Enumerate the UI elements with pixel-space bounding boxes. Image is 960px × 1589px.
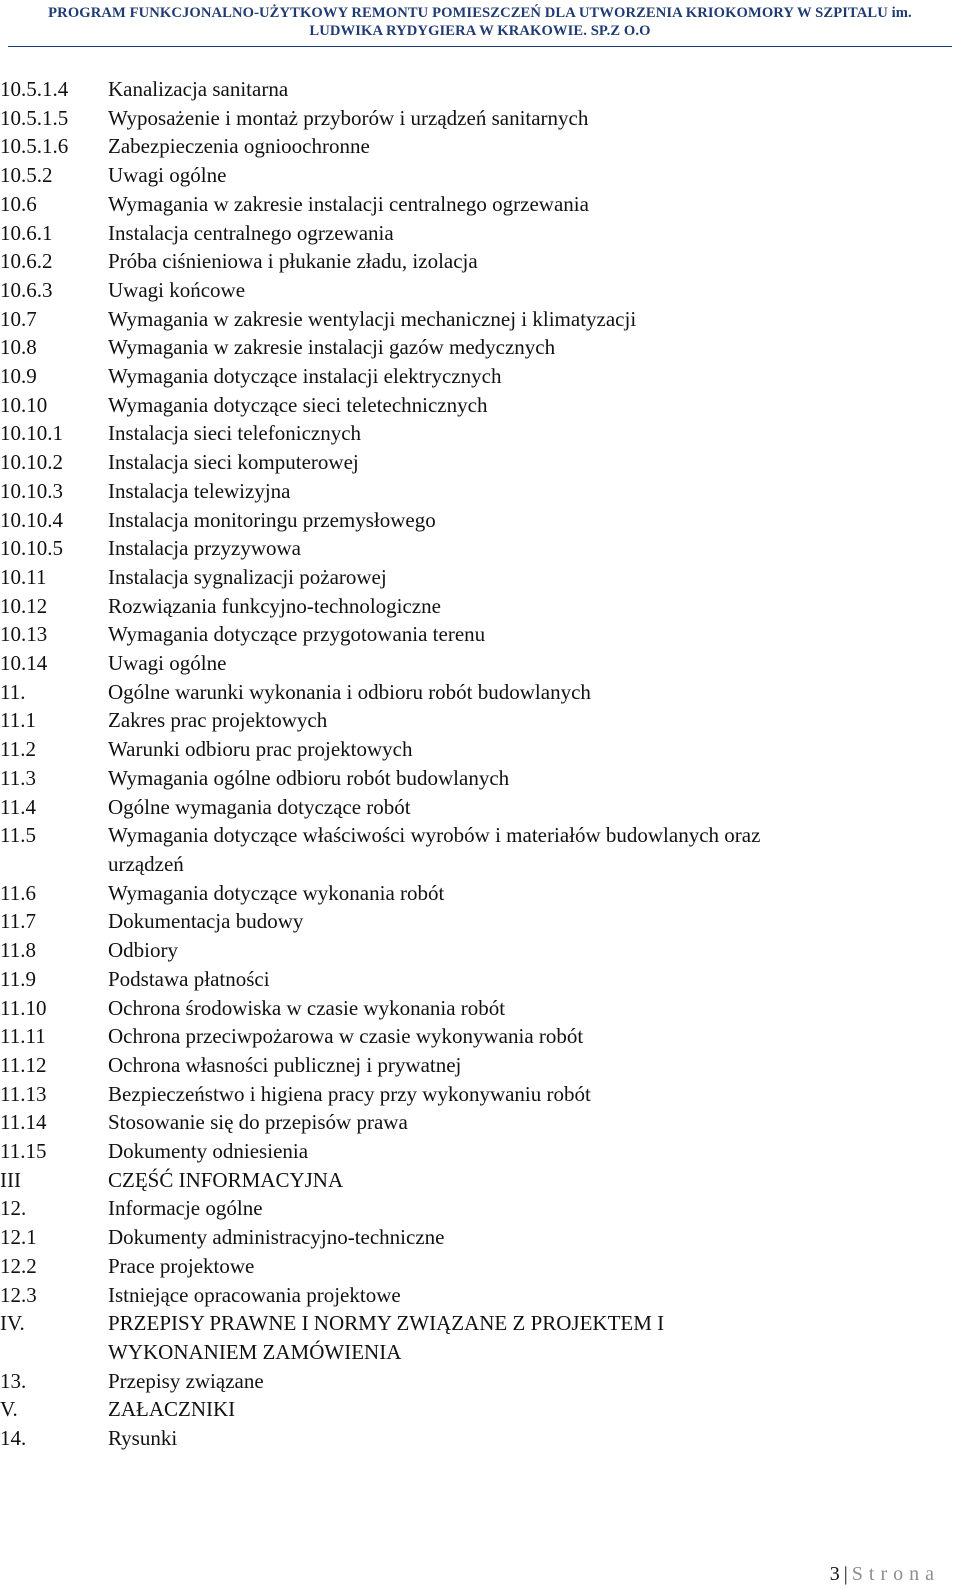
toc-entry-number: 10.10.5	[0, 536, 63, 561]
toc-entry-title: Ogólne wymagania dotyczące robót	[108, 794, 411, 819]
toc-entry-title: Przepisy związane	[108, 1368, 264, 1393]
toc-entry	[0, 1137, 960, 1166]
toc-entry-title: CZĘŚĆ INFORMACYJNA	[108, 1167, 344, 1192]
toc-entry-title: Instalacja przyzywowa	[108, 536, 301, 561]
toc-entry	[0, 448, 960, 477]
toc-entry	[0, 276, 960, 305]
toc-entry-number: 11.15	[0, 1139, 47, 1164]
toc-entry-number: 10.5.2	[0, 163, 53, 188]
toc-entry-title: Ochrona przeciwpożarowa w czasie wykonywania robót	[108, 1024, 584, 1049]
toc-entry-title: Uwagi końcowe	[108, 277, 246, 302]
toc-entry-number: 10.9	[0, 364, 37, 389]
toc-entry	[0, 161, 960, 190]
toc-entry-title: Zabezpieczenia ognioochronne	[108, 134, 370, 159]
toc-entry-title: PRZEPISY PRAWNE I NORMY ZWIĄZANE Z PROJEKTEM I WYKONANIEM ZAMÓWIENIA	[108, 1311, 665, 1364]
toc-entry-number: 11.10	[0, 995, 47, 1020]
toc-entry-number: 10.10.2	[0, 450, 63, 475]
toc-entry-number: 11.14	[0, 1110, 47, 1135]
toc-entry	[0, 649, 960, 678]
toc-entry-title: Rysunki	[108, 1426, 178, 1451]
toc-entry-number: 10.11	[0, 564, 47, 589]
toc-entry	[0, 1080, 960, 1109]
toc-entry	[0, 1194, 960, 1223]
toc-entry-number: 11.4	[0, 794, 36, 819]
toc-entry	[0, 563, 960, 592]
toc-entry-number: 11.	[0, 679, 26, 704]
toc-entry	[0, 104, 960, 133]
toc-entry	[0, 75, 960, 104]
toc-entry-title: Odbiory	[108, 938, 178, 963]
toc-entry-title: Uwagi ogólne	[108, 163, 227, 188]
toc-entry	[0, 534, 960, 563]
toc-entry-title: Podstawa płatności	[108, 966, 270, 991]
toc-entry-title: Warunki odbioru prac projektowych	[108, 737, 413, 762]
toc-entry-title: Wymagania w zakresie wentylacji mechanicznej i klimatyzacji	[108, 306, 637, 331]
toc-entry	[0, 219, 960, 248]
toc-entry	[0, 1223, 960, 1252]
toc-entry	[0, 419, 960, 448]
toc-entry-title: Instalacja sieci komputerowej	[108, 450, 359, 475]
toc-entry-number: 10.10.1	[0, 421, 63, 446]
toc-entry-title: Stosowanie się do przepisów prawa	[108, 1110, 408, 1135]
toc-entry-number: 10.7	[0, 306, 37, 331]
toc-entry-number: 11.9	[0, 966, 36, 991]
toc-entry-number: 12.2	[0, 1253, 37, 1278]
toc-entry-number: IV.	[0, 1311, 25, 1336]
toc-entry-title: Ochrona środowiska w czasie wykonania robót	[108, 995, 506, 1020]
toc-entry-number: 11.5	[0, 823, 36, 848]
toc-entry-number: 11.7	[0, 909, 36, 934]
toc-entry-number: 11.11	[0, 1024, 46, 1049]
toc-entry	[0, 1108, 960, 1137]
toc-entry-number: 10.10.3	[0, 478, 63, 503]
toc-entry	[0, 821, 960, 878]
toc-entry-number: 10.5.1.4	[0, 77, 69, 101]
toc-entry-title: Ochrona własności publicznej i prywatnej	[108, 1052, 462, 1077]
toc-entry	[0, 994, 960, 1023]
toc-entry-title: Wyposażenie i montaż przyborów i urządzeń sanitarnych	[108, 105, 589, 130]
header-divider	[8, 46, 952, 47]
toc-entry-number: 11.6	[0, 880, 36, 905]
toc-entry-number: 10.5.1.6	[0, 134, 69, 159]
toc-entry	[0, 1309, 960, 1366]
toc-entry-title: Wymagania dotyczące właściwości wyrobów i materiałów budowlanych oraz urządzeń	[108, 823, 761, 876]
toc-entry-title: Instalacja telewizyjna	[108, 478, 291, 503]
toc-entry	[0, 678, 960, 707]
toc-entry-title: Wymagania dotyczące sieci teletechnicznych	[108, 392, 488, 417]
toc-entry-number: 14.	[0, 1426, 27, 1451]
toc-entry	[0, 1166, 960, 1195]
toc-entry-title: Instalacja sieci telefonicznych	[108, 421, 362, 446]
toc-entry	[0, 391, 960, 420]
toc-entry-title: Zakres prac projektowych	[108, 708, 328, 733]
toc-entry-title: Kanalizacja sanitarna	[108, 77, 289, 101]
header-line-2: LUDWIKA RYDYGIERA W KRAKOWIE. SP.Z O.O	[309, 23, 651, 39]
toc-entry-title: Uwagi ogólne	[108, 651, 227, 676]
toc-entry-title: Instalacja monitoringu przemysłowego	[108, 507, 436, 532]
toc-entry	[0, 620, 960, 649]
toc-entry	[0, 362, 960, 391]
toc-entry-title: Dokumenty odniesienia	[108, 1139, 309, 1164]
toc-entry	[0, 1424, 960, 1453]
page-footer	[0, 1562, 940, 1586]
toc-entry-number: III	[0, 1167, 21, 1192]
toc-entry-number: 12.	[0, 1196, 27, 1221]
toc-entry	[0, 1395, 960, 1424]
toc-entry-number: 11.1	[0, 708, 36, 733]
toc-entry-title: ZAŁACZNIKI	[108, 1397, 236, 1422]
toc-entry	[0, 305, 960, 334]
toc-entry-number: 12.3	[0, 1282, 37, 1307]
toc-entry-title: Instalacja centralnego ogrzewania	[108, 220, 394, 245]
toc-entry-title: Wymagania w zakresie instalacji centralnego ogrzewania	[108, 191, 589, 216]
toc-entry-number: 10.6.1	[0, 220, 53, 245]
toc-entry	[0, 247, 960, 276]
toc-entry	[0, 1281, 960, 1310]
toc-entry-title: Rozwiązania funkcyjno-technologiczne	[108, 593, 441, 618]
toc-entry-title: Istniejące opracowania projektowe	[108, 1282, 401, 1307]
toc-entry	[0, 477, 960, 506]
toc-entry	[0, 706, 960, 735]
header-line-1: PROGRAM FUNKCJONALNO-UŻYTKOWY REMONTU POMIESZCZEŃ DLA UTWORZENIA KRIOKOMORY W SZPITALU im.	[48, 5, 912, 21]
toc-entry	[0, 936, 960, 965]
document-header	[0, 4, 960, 40]
toc-entry-title: Dokumentacja budowy	[108, 909, 304, 934]
toc-entry-number: 10.14	[0, 651, 48, 676]
toc-entry-number: 13.	[0, 1368, 27, 1393]
toc-entry	[0, 190, 960, 219]
toc-entry	[0, 333, 960, 362]
toc-entry-title: Wymagania dotyczące instalacji elektrycznych	[108, 364, 502, 389]
toc-entry	[0, 793, 960, 822]
page-label: Strona	[851, 1563, 940, 1585]
toc-entry-number: 10.5.1.5	[0, 105, 69, 130]
toc-entry-title: Wymagania dotyczące wykonania robót	[108, 880, 445, 905]
toc-entry-number: V.	[0, 1397, 18, 1422]
toc-entry-title: Wymagania ogólne odbioru robót budowlanych	[108, 765, 510, 790]
toc-entry-title: Wymagania dotyczące przygotowania terenu	[108, 622, 486, 647]
toc-entry-number: 11.8	[0, 938, 36, 963]
toc-entry	[0, 132, 960, 161]
toc-entry-title: Dokumenty administracyjno-techniczne	[108, 1225, 445, 1250]
toc-entry-number: 10.6.3	[0, 277, 53, 302]
page-number: 3	[829, 1563, 840, 1585]
toc-entry-number: 10.6.2	[0, 249, 53, 274]
toc-entry-number: 10.10.4	[0, 507, 63, 532]
toc-entry	[0, 764, 960, 793]
toc-entry-number: 10.8	[0, 335, 37, 360]
toc-entry	[0, 1252, 960, 1281]
toc-entry-title: Informacje ogólne	[108, 1196, 263, 1221]
toc-entry-number: 10.6	[0, 191, 37, 216]
toc-entry	[0, 907, 960, 936]
toc-entry	[0, 1022, 960, 1051]
toc-entry	[0, 735, 960, 764]
toc-entry-title: Instalacja sygnalizacji pożarowej	[108, 564, 387, 589]
toc-entry-number: 10.12	[0, 593, 48, 618]
toc-entry-number: 10.10	[0, 392, 48, 417]
toc-entry-number: 10.13	[0, 622, 48, 647]
toc-entry	[0, 506, 960, 535]
table-of-contents	[0, 75, 960, 1453]
toc-entry	[0, 965, 960, 994]
toc-entry	[0, 1367, 960, 1396]
footer-separator: |	[843, 1563, 848, 1585]
toc-entry	[0, 1051, 960, 1080]
toc-entry-title: Ogólne warunki wykonania i odbioru robót budowlanych	[108, 679, 591, 704]
toc-entry-title: Bezpieczeństwo i higiena pracy przy wykonywaniu robót	[108, 1081, 591, 1106]
toc-entry-number: 11.13	[0, 1081, 47, 1106]
toc-entry	[0, 592, 960, 621]
toc-entry-number: 11.12	[0, 1052, 47, 1077]
toc-entry	[0, 879, 960, 908]
toc-entry-title: Wymagania w zakresie instalacji gazów medycznych	[108, 335, 556, 360]
toc-entry-number: 12.1	[0, 1225, 37, 1250]
toc-entry-title: Próba ciśnieniowa i płukanie zładu, izolacja	[108, 249, 478, 274]
toc-entry-number: 11.3	[0, 765, 36, 790]
toc-entry-title: Prace projektowe	[108, 1253, 255, 1278]
toc-entry-number: 11.2	[0, 737, 36, 762]
